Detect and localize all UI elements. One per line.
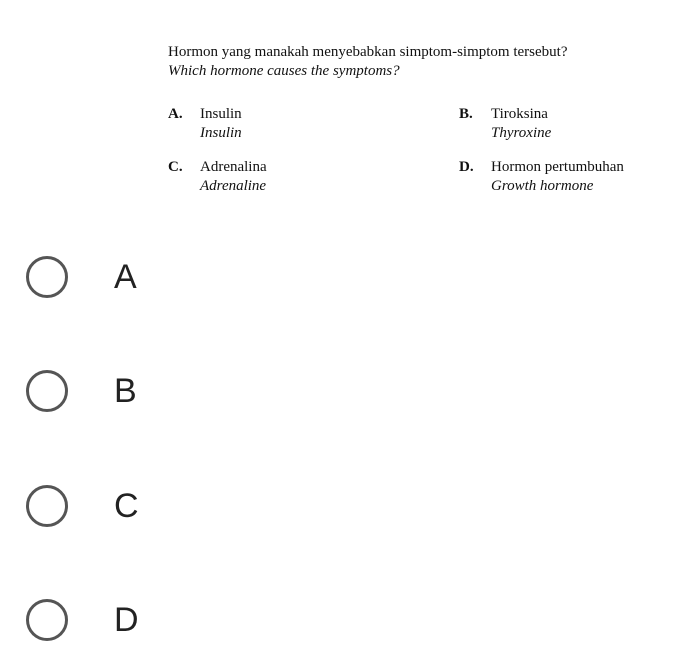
option-text-en: Adrenaline bbox=[200, 178, 267, 194]
radio-button-a[interactable] bbox=[26, 256, 68, 298]
question-text-ms: Hormon yang manakah menyebabkan simptom-simptom tersebut? bbox=[168, 44, 568, 60]
option-letter: D. bbox=[459, 159, 474, 175]
option-text-ms: Adrenalina bbox=[200, 159, 267, 175]
choice-label-b: B bbox=[114, 371, 137, 410]
option-letter: B. bbox=[459, 106, 473, 122]
choice-c[interactable] bbox=[26, 481, 326, 531]
option-text-en: Growth hormone bbox=[491, 178, 594, 194]
radio-button-c[interactable] bbox=[26, 485, 68, 527]
option-text-ms: Insulin bbox=[200, 106, 242, 122]
option-text-ms: Hormon pertumbuhan bbox=[491, 159, 624, 175]
radio-button-b[interactable] bbox=[26, 370, 68, 412]
option-letter: C. bbox=[168, 159, 183, 175]
radio-button-d[interactable] bbox=[26, 599, 68, 641]
choice-d[interactable] bbox=[26, 595, 326, 645]
choice-b[interactable] bbox=[26, 366, 326, 416]
option-text-en: Thyroxine bbox=[491, 125, 552, 141]
question-image bbox=[0, 0, 674, 210]
question-text-en: Which hormone causes the symptoms? bbox=[168, 63, 400, 79]
choice-label-d: D bbox=[114, 600, 139, 639]
option-text-ms: Tiroksina bbox=[491, 106, 548, 122]
choice-label-c: C bbox=[114, 486, 139, 525]
choice-label-a: A bbox=[114, 257, 137, 296]
option-letter: A. bbox=[168, 106, 183, 122]
choice-a[interactable] bbox=[26, 252, 326, 302]
option-text-en: Insulin bbox=[200, 125, 242, 141]
